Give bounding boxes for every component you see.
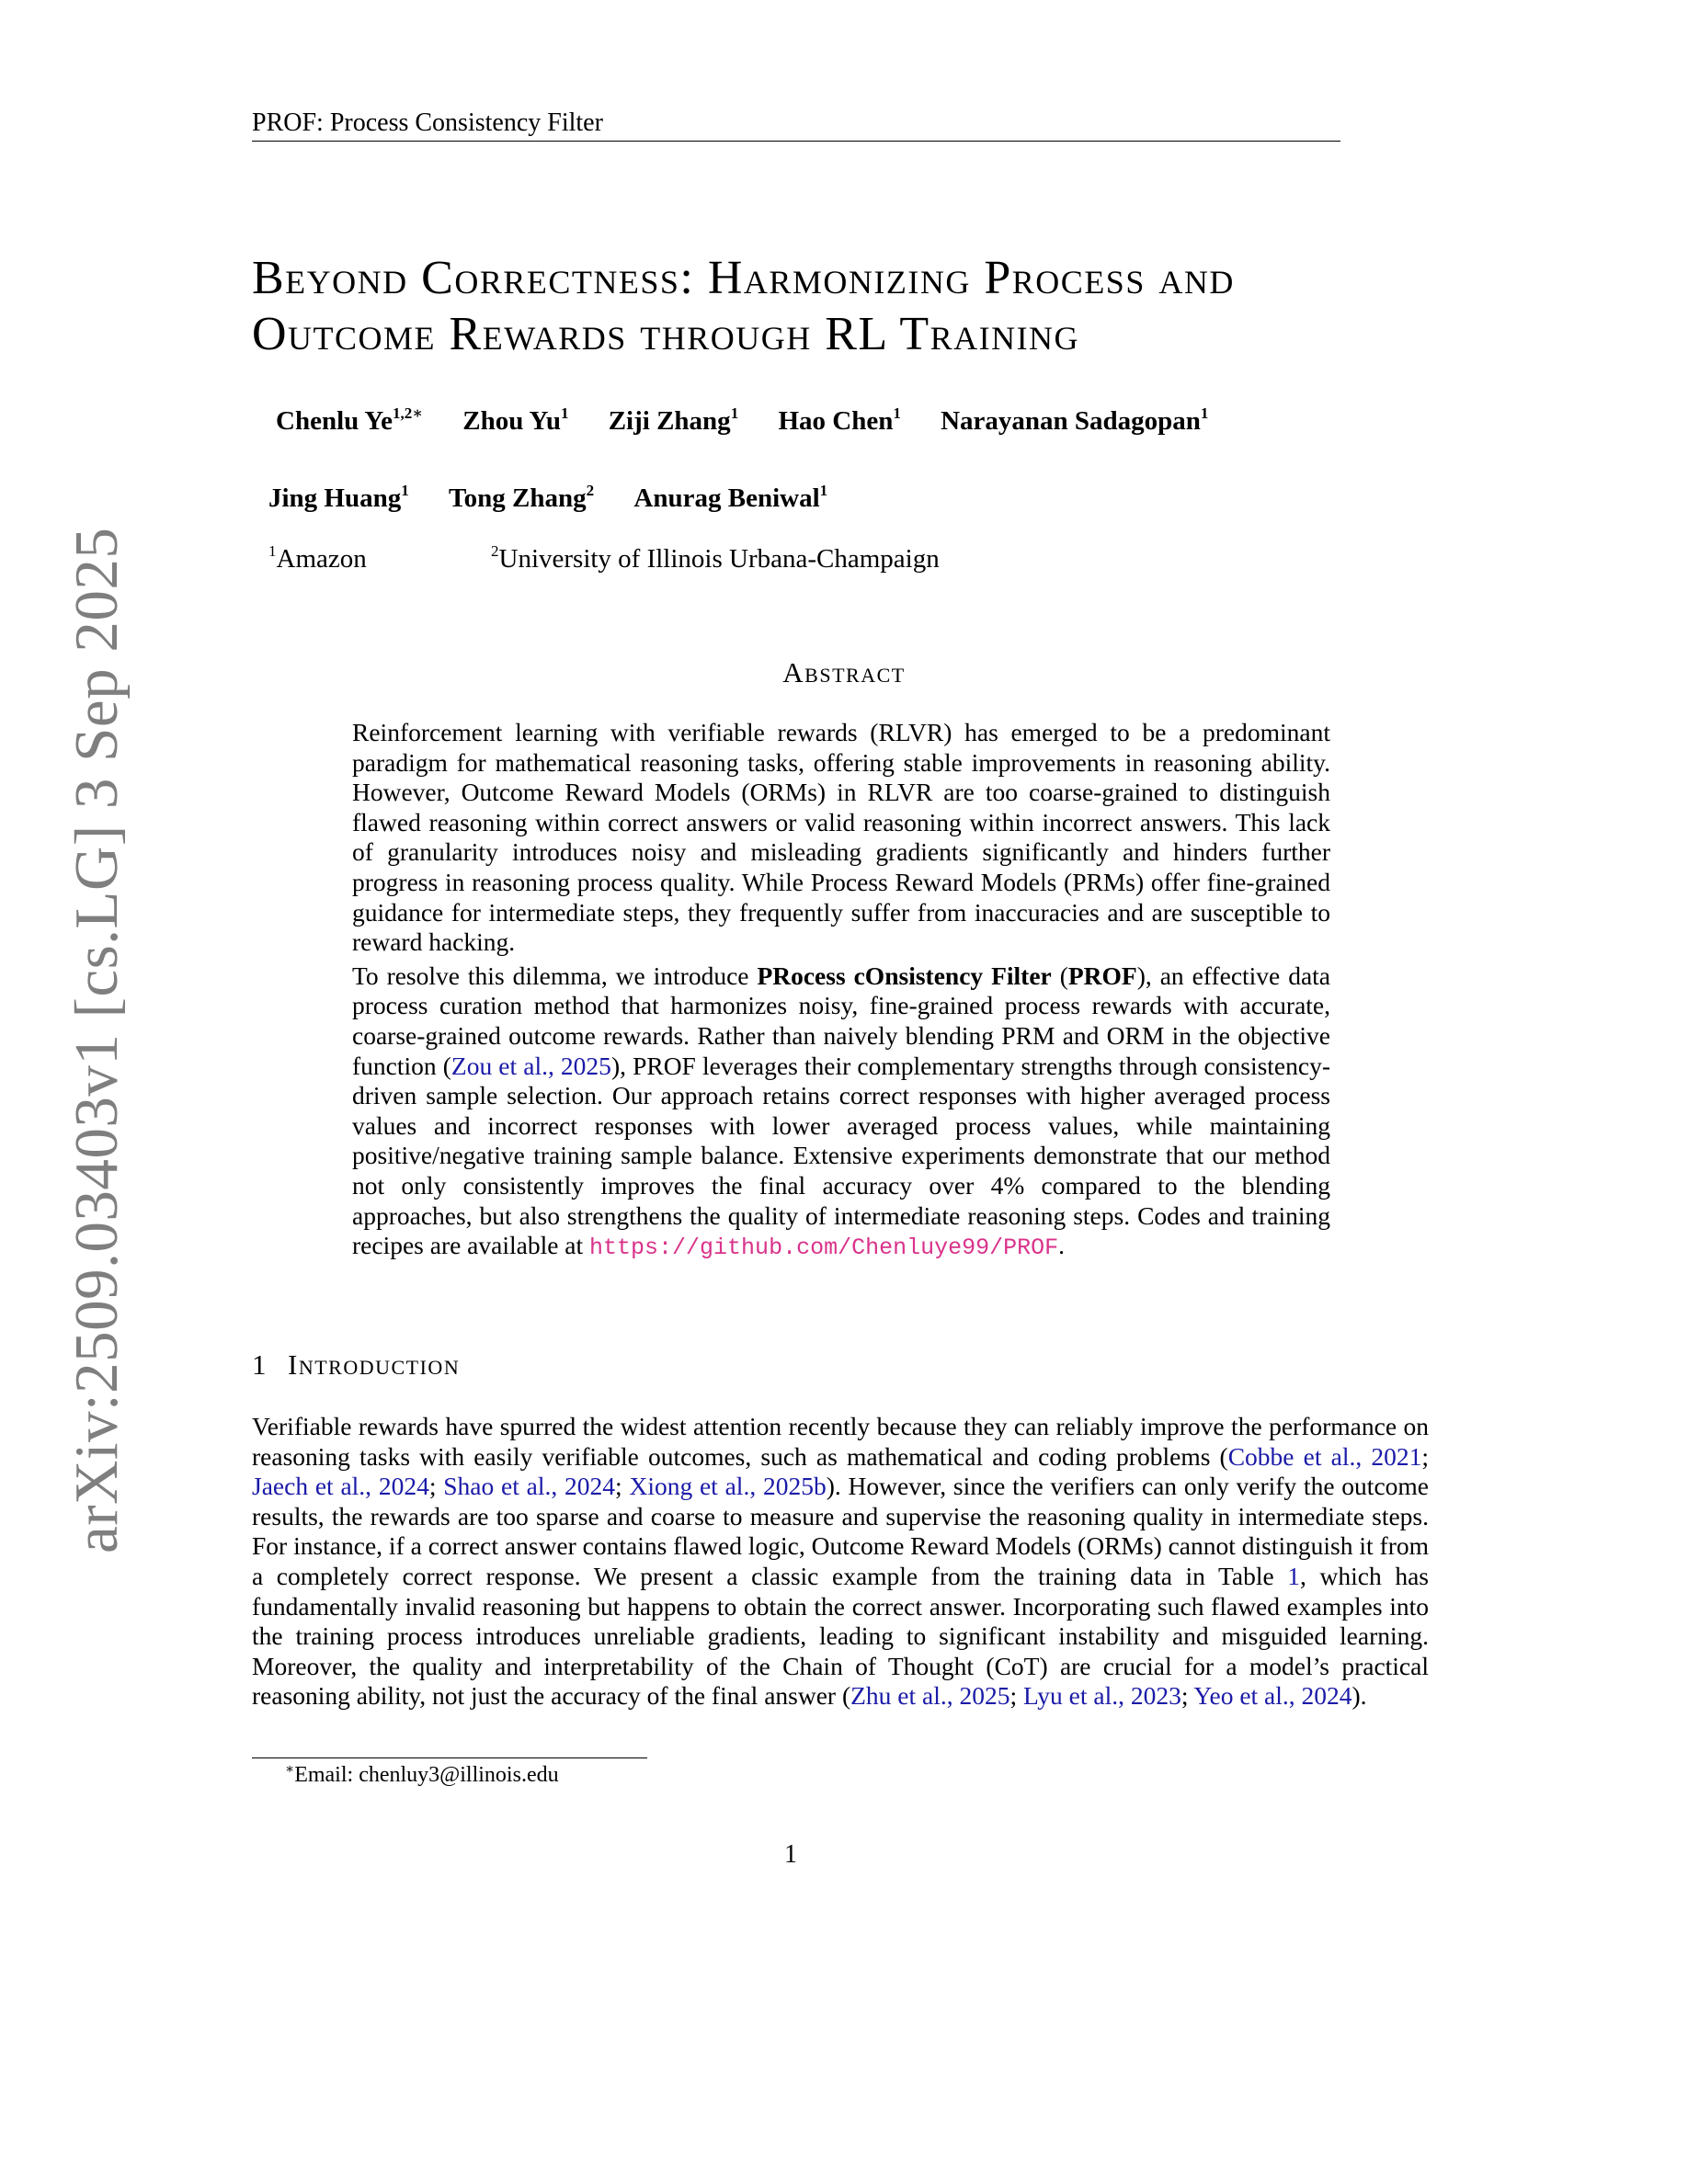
section-number: 1 [252,1348,268,1381]
abstract-heading: Abstract [782,656,906,688]
abstract-body [352,718,1330,1268]
paper-title [252,250,1447,362]
author-list-row-2 [268,483,1372,514]
author: Anurag Beniwal$^1$ [633,482,828,513]
running-header: PROF: Process Consistency Filter [252,108,1340,142]
author: Jing Huang$^1$ [268,482,409,513]
author: Chenlu $Ye^{1,2∗}$ [276,404,424,436]
citation-link[interactable]: Zhu et al., 2025 [850,1681,1010,1711]
abstract-paragraph-1: Reinforcement learning with verifiable rewards (RLVR) has emerged to be a predominant paradigm for mathematical reasoning tasks, offering stable improvements in reasoning ability. However, Outcome Reward Models (ORMs) in RLVR are too coarse-grained to distinguish flawed reasoning within correct answers or valid reasoning within incorrect answers. This lack of granularity introduces noisy and misleading gradients significantly and hinders further progress in reasoning process quality. While Process Reward Models (PRMs) offer fine-grained guidance for intermediate steps, they frequently suffer from inaccuracies and are susceptible to reward hacking. [352,718,1330,957]
section-heading-introduction [252,1348,460,1382]
github-link[interactable]: https://github.com/Chenluye99/PROF [589,1234,1059,1262]
affiliation: $^1$Amazon [268,542,367,574]
introduction-body [252,1412,1429,1712]
citation-link[interactable]: Lyu et al., 2023 [1023,1681,1181,1711]
author: Narayanan Sadagopan$^1$ [941,404,1209,436]
author: Hao Chen$^1$ [778,404,901,436]
table-reference-link[interactable]: 1 [1287,1561,1301,1590]
affiliations [268,544,1057,574]
footnote: ∗Email: chenluy3@illinois.edu [285,1762,559,1787]
author: Ziji Zhang$^1$ [608,404,739,436]
citation-link[interactable]: Xiong et al., 2025b [629,1472,827,1501]
method-name-bold: PRocess cOnsistency Filter [757,961,1052,990]
author-list-row-1 [276,406,1379,437]
citation-link[interactable]: Jaech et al., 2024 [252,1472,429,1501]
arxiv-stamp: arXiv:2509.03403v1 [cs.LG] 3 Sep 2025 [63,527,131,1553]
title-line-2: Outcome Rewards through RL Training [252,308,1080,360]
section-title: Introduction [288,1348,461,1381]
citation-link[interactable]: Cobbe et al., 2021 [1227,1441,1422,1471]
citation-link[interactable]: Shao et al., 2024 [443,1472,616,1501]
author: Tong Zhang$^2$ [449,482,595,513]
title-line-1: Beyond Correctness: Harmonizing Process and [252,252,1235,304]
citation-link[interactable]: Zou et al., 2025 [451,1051,611,1080]
citation-link[interactable]: Yeo et al., 2024 [1193,1681,1352,1711]
footnote-divider [252,1757,647,1758]
page-number: 1 [784,1840,797,1869]
introduction-paragraph-1: Verifiable rewards have spurred the widest attention recently because they can reliably improve the performance on reasoning tasks with easily verifiable outcomes, such as mathematical and coding problems (Cobbe et al., 2021; Jaech et al., 2024; Shao et al., 2024; Xiong et al., 2025b). However, since the verifiers can only verify the outcome results, the rewards are too sparse and coarse to measure and supervise the reasoning quality in intermediate steps. For instance, if a correct answer contains flawed logic, Outcome Reward Models (ORMs) cannot distinguish it from a completely correct response. We present a classic example from the training data in Table 1, which has fundamentally invalid reasoning but happens to obtain the correct answer. Incorporating such flawed examples into the training process introduces unreliable gradients, leading to significant instability and misguided learning. Moreover, the quality and interpretability of the Chain of Thought (CoT) are crucial for a model’s practical reasoning ability, not just the accuracy of the final answer (Zhu et al., 2025; Lyu et al., 2023; Yeo et al., 2024). [252,1412,1429,1711]
abstract-paragraph-2: To resolve this dilemma, we introduce PRocess cOnsistency Filter (PROF), an effective data process curation method that harmonizes noisy, fine-grained process rewards with accurate, coarse-grained outcome rewards. Rather than naively blending PRM and ORM in the objective function (Zou et al., 2025), PROF leverages their complementary strengths through consistency-driven sample selection. Our approach retains correct responses with higher averaged process values and incorrect responses with lower averaged process values, while maintaining positive/negative training sample balance. Extensive experiments demonstrate that our method not only consistently improves the final accuracy over 4% compared to the blending approaches, but also strengthens the quality of intermediate reasoning steps. Codes and training recipes are available at https://github.com/Chenluye99/PROF. [352,961,1331,1262]
affiliation: $^2$University of Illinois Urbana-Champaign [491,542,940,574]
method-acronym-bold: PROF [1067,961,1137,990]
author: Zhou Yu$^1$ [462,404,569,436]
